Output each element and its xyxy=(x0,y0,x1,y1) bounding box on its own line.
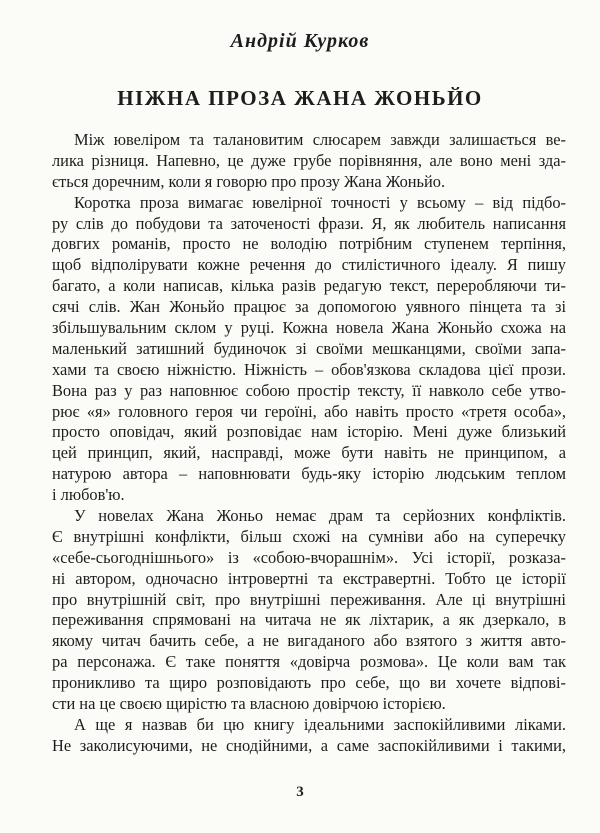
text-line: рює «я» головного героя чи героїні, або навіть просто «третя особа», xyxy=(52,401,566,421)
text-line: цей принцип, який, насправді, може бути навіть не принципом, а xyxy=(52,443,566,463)
page-number: 3 xyxy=(296,784,304,800)
paragraph xyxy=(52,715,566,757)
text-line: проникливо та щиро розповідають про себе, що ви хочете відпові- xyxy=(52,673,566,693)
text-line: «себе-сьогоднішнього» із «собою-вчорашнім». Усі історії, розказа- xyxy=(52,547,566,567)
text-line: якому читач бачить себе, а не вигаданого або взятого з життя авто- xyxy=(52,631,566,651)
text-line: сти на це своєю щирістю та власною довірчою історією. xyxy=(52,694,446,714)
text-line: А ще я назвав би цю книгу ідеальними заспокійливими ліками. xyxy=(74,714,566,734)
text-line: ра персонажа. Є таке поняття «довірча розмова». Це коли вам так xyxy=(52,652,566,672)
text-line: натурою автора – наповнювати будь-яку історію людським теплом xyxy=(52,464,566,484)
text-line: збільшувальним склом у руці. Кожна новела Жана Жоньйо схожа на xyxy=(52,318,566,338)
author-name: Андрій Курков xyxy=(230,30,370,52)
text-line: Є внутрішні конфлікти, більш схожі на сумніви або на суперечку xyxy=(52,526,566,546)
text-line: про внутрішній світ, про внутрішні переживання. Але ці внутрішні xyxy=(52,589,566,609)
body-text xyxy=(52,130,566,757)
text-line: Не заколисуючими, не снодійними, а саме заспокійливими і такими, xyxy=(52,735,566,755)
text-line: Вона раз у раз наповнює собою простір тексту, її навколо себе утво- xyxy=(52,380,566,400)
text-line: і любов'ю. xyxy=(52,485,125,505)
paragraph xyxy=(52,130,566,193)
text-line: багато, а коли написав, кілька разів редагую текст, переробляючи ти- xyxy=(52,276,566,296)
text-line: хами та своєю ніжністю. Ніжність – обов'язкова складова цієї прози. xyxy=(52,359,566,379)
text-line: просто оповідач, який розповідає нам історію. Мені дуже близький xyxy=(52,422,566,442)
text-line: переживання спрямовані на читача не як ліхтарик, а як дзеркало, в xyxy=(52,610,566,630)
text-line: У новелах Жана Жоньо немає драм та серйозних конфліктів. xyxy=(74,506,566,526)
text-line: лика різниця. Напевно, це дуже грубе порівняння, але воно мені зда- xyxy=(52,150,566,170)
chapter-title: НІЖНА ПРОЗА ЖАНА ЖОНЬЙО xyxy=(117,86,483,110)
text-line: Між ювеліром та талановитим слюсарем завжди залишається ве- xyxy=(74,130,566,149)
text-line: Коротка проза вимагає ювелірної точності у всьому – від підбо- xyxy=(74,192,566,212)
text-line: ні автором, одночасно інтровертні та екстравертні. Тобто це історії xyxy=(52,568,566,588)
text-line: ється доречним, коли я говорю про прозу Жана Жоньйо. xyxy=(52,171,446,191)
text-line: довгих романів, просто не володію потрібним ступенем терпіння, xyxy=(52,234,566,254)
text-line: маленький затишний будиночок зі своїми мешканцями, своїми запа- xyxy=(52,338,566,358)
paragraph xyxy=(52,506,566,715)
text-line: сячі слів. Жан Жоньйо працює за допомогою уявного пінцета та зі xyxy=(52,297,566,317)
text-line: ру слів до побудови та заточеності фрази. Я, як любитель написання xyxy=(52,213,566,233)
paragraph xyxy=(52,193,566,506)
text-line: щоб відполірувати кожне речення до стилістичного ідеалу. Я пишу xyxy=(52,255,566,275)
